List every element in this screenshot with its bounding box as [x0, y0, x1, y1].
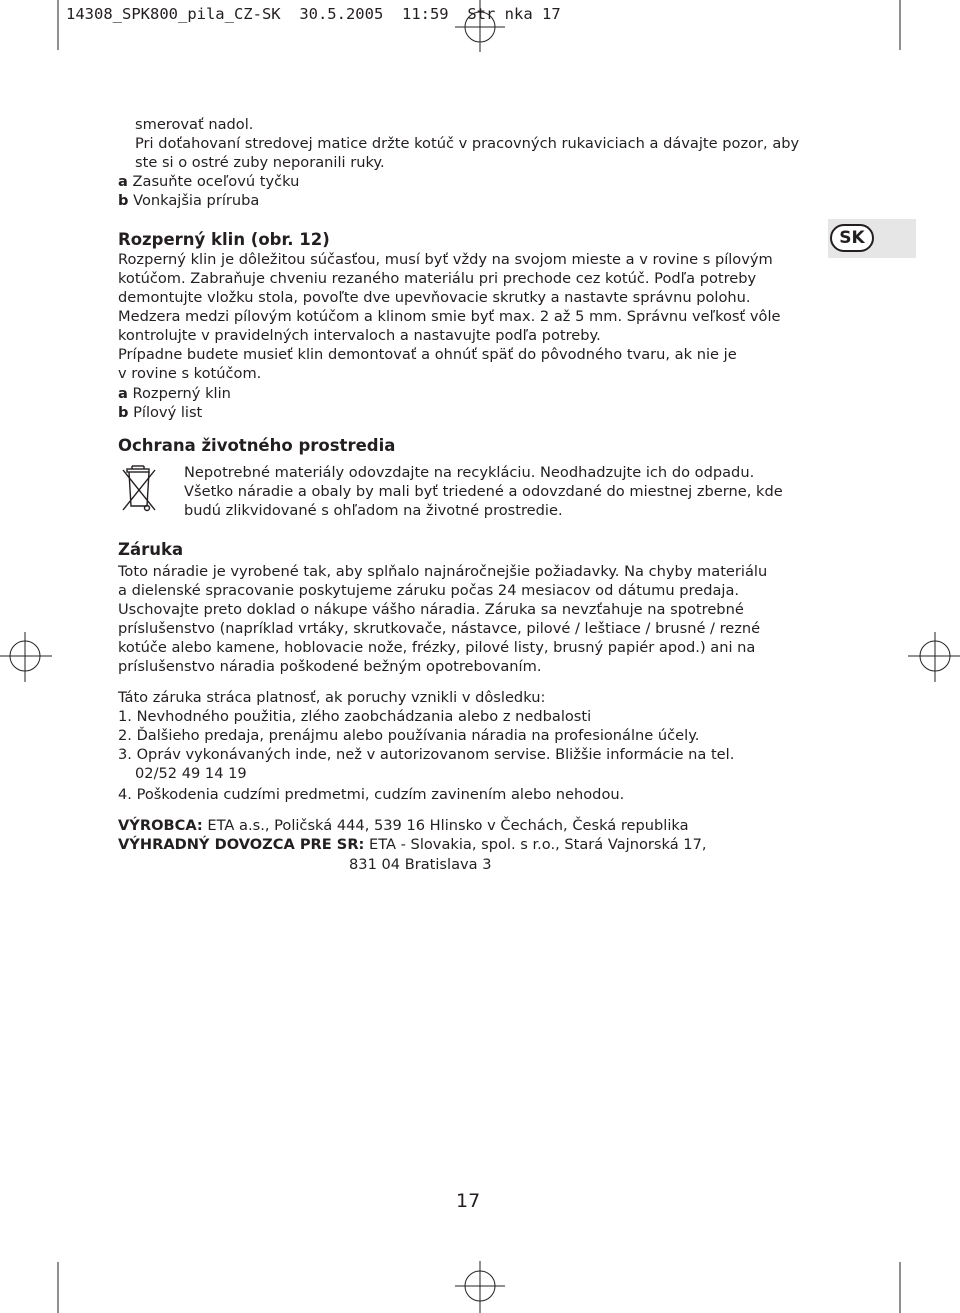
slug-time: 11:59 [401, 5, 449, 23]
warranty-line-5: kotúče alebo kamene, hoblovacie nože, frézky, pilové listy, brusný papiér apod.) ani na [118, 639, 756, 656]
intro-line-2: Pri doťahovaní stredovej matice držte kotúč v pracovných rukaviciach a dávajte pozor, aby [135, 135, 800, 152]
warranty-line-6: príslušenstvo náradia poškodené bežným opotrebovaním. [118, 658, 542, 675]
wedge-item-b [118, 403, 202, 423]
item-letter: a [118, 385, 128, 402]
importer-address-2: 831 04 Bratislava 3 [349, 856, 492, 873]
wedge-line-6: Prípadne budete musieť klin demontovať a ohnúť späť do pôvodného tvaru, ak nie je [118, 346, 737, 363]
environment-line-1: Nepotrebné materiály odovzdajte na recykláciu. Neodhadzujte ich do odpadu. [184, 464, 755, 481]
wedge-line-3: demontujte vložku stola, povoľte dve upevňovacie skrutky a nastavte správnu polohu. [118, 289, 751, 306]
crossed-out-wheelie-bin-icon [122, 464, 156, 516]
slug-file: 14308_SPK800_pila_CZ-SK [66, 5, 281, 23]
wedge-line-4: Medzera medzi pílovým kotúčom a klinom smie byť max. 2 až 5 mm. Správnu veľkosť vôle [118, 308, 781, 325]
item-text: Rozperný klin [132, 385, 231, 402]
environment-heading: Ochrana životného prostredia [118, 436, 396, 455]
warranty-void-item-4: 4. Poškodenia cudzími predmetmi, cudzím zavinením alebo nehodou. [118, 786, 625, 803]
page-number: 17 [456, 1190, 481, 1212]
intro-line-1: smerovať nadol. [135, 116, 254, 133]
item-letter: a [118, 173, 128, 190]
environment-line-2: Všetko náradie a obaly by mali byť triedené a odovzdané do miestnej zberne, kde [184, 483, 783, 500]
item-text: Vonkajšia príruba [133, 192, 260, 209]
wedge-line-7: v rovine s kotúčom. [118, 365, 262, 382]
warranty-line-4: príslušenstvo (napríklad vrtáky, skrutkovače, nástavce, pilové / leštiace / brusné / rezné [118, 620, 761, 637]
warranty-void-item-2: 2. Ďalšieho predaja, prenájmu alebo používania náradia na profesionálne účely. [118, 727, 700, 744]
warranty-void-intro: Táto záruka stráca platnosť, ak poruchy vznikli v dôsledku: [118, 689, 546, 706]
wedge-heading: Rozperný klin (obr. 12) [118, 230, 330, 249]
importer-label: VÝHRADNÝ DOVOZCA PRE SR: [118, 836, 365, 853]
item-text: Zasuňte oceľovú tyčku [132, 173, 300, 190]
item-letter: b [118, 404, 129, 421]
slug-date: 30.5.2005 [299, 5, 384, 23]
wedge-line-5: kontrolujte v pravidelných intervaloch a nastavujte podľa potreby. [118, 327, 601, 344]
item-text: Pílový list [133, 404, 203, 421]
wedge-line-1: Rozperný klin je dôležitou súčasťou, musí byť vždy na svojom mieste a v rovine s pílovým [118, 251, 773, 268]
slug-page: Str nka 17 [467, 5, 561, 23]
environment-line-3: budú zlikvidované s ohľadom na životné prostredie. [184, 502, 563, 519]
warranty-phone: 02/52 49 14 19 [135, 765, 247, 782]
manufacturer-line [118, 816, 689, 836]
warranty-line-3: Uschovajte preto doklad o nákupe vášho náradia. Záruka sa nevzťahuje na spotrebné [118, 601, 744, 618]
intro-item-b [118, 191, 259, 211]
warranty-line-1: Toto náradie je vyrobené tak, aby splňalo najnáročnejšie požiadavky. Na chyby materiálu [118, 563, 768, 580]
manufacturer-label: VÝROBCA: [118, 817, 203, 834]
warranty-void-item-1: 1. Nevhodného použitia, zlého zaobchádzania alebo z nedbalosti [118, 708, 592, 725]
wedge-item-a [118, 384, 231, 404]
warranty-void-item-3: 3. Opráv vykonávaných inde, než v autorizovanom servise. Bližšie informácie na tel. [118, 746, 735, 763]
warranty-line-2: a dielenské spracovanie poskytujeme záruku počas 24 mesiacov od dátumu predaja. [118, 582, 740, 599]
language-tab-label: SK [830, 224, 874, 252]
manufacturer-value: ETA a.s., Poličská 444, 539 16 Hlinsko v Čechách, Česká republika [207, 817, 689, 834]
importer-value: ETA - Slovakia, spol. s r.o., Stará Vajnorská 17, [369, 836, 707, 853]
item-letter: b [118, 192, 129, 209]
importer-line [118, 835, 707, 855]
intro-item-a [118, 172, 299, 192]
wedge-line-2: kotúčom. Zabraňuje chveniu rezaného materiálu pri prechode cez kotúč. Podľa potreby [118, 270, 757, 287]
intro-line-3: ste si o ostré zuby neporanili ruky. [135, 154, 385, 171]
print-slug [66, 5, 561, 23]
warranty-heading: Záruka [118, 540, 184, 559]
